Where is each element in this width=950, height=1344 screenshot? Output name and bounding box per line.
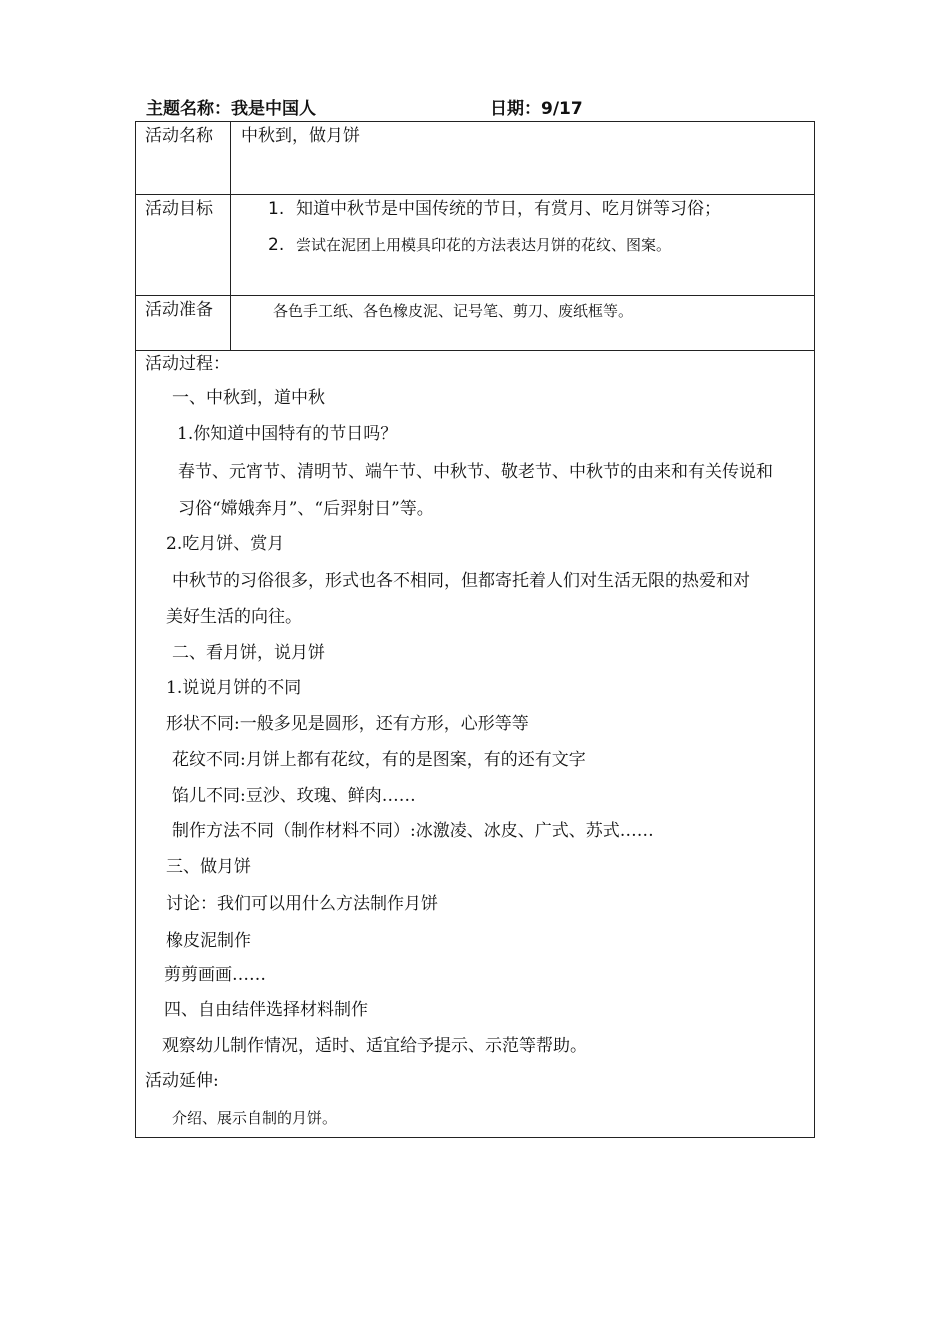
row-divider	[136, 295, 814, 296]
lesson-plan-table	[135, 121, 815, 1138]
goal-number: 1.	[268, 199, 285, 219]
document-header	[146, 98, 583, 120]
goal-item	[268, 198, 721, 220]
activity-prep-value: 各色手工纸、各色橡皮泥、记号笔、剪刀、废纸框等。	[273, 302, 634, 320]
process-line: 1.说说月饼的不同	[166, 678, 302, 698]
row-divider	[136, 350, 814, 351]
process-line: 一、中秋到，道中秋	[172, 388, 325, 408]
process-line: 馅儿不同:豆沙、玫瑰、鲜肉……	[172, 786, 416, 806]
activity-prep-label: 活动准备	[145, 300, 213, 320]
process-line: 春节、元宵节、清明节、端午节、中秋节、敬老节、中秋节的由来和有关传说和	[178, 462, 773, 482]
process-line: 观察幼儿制作情况，适时、适宜给予提示、示范等帮助。	[162, 1036, 587, 1056]
process-line: 讨论：我们可以用什么方法制作月饼	[166, 894, 438, 914]
extension-text: 介绍、展示自制的月饼。	[172, 1109, 338, 1127]
process-line: 形状不同:一般多见是圆形，还有方形，心形等等	[166, 714, 529, 734]
process-line: 1.你知道中国特有的节日吗？	[177, 424, 398, 444]
activity-goal-label: 活动目标	[145, 199, 213, 219]
goal-number: 2.	[268, 235, 285, 255]
column-divider	[230, 122, 231, 350]
activity-name-label: 活动名称	[145, 126, 213, 146]
process-label: 活动过程：	[145, 354, 230, 374]
goal-text: 尝试在泥团上用模具印花的方法表达月饼的花纹、图案。	[296, 236, 672, 254]
goal-item	[268, 234, 671, 256]
process-line: 四、自由结伴选择材料制作	[164, 1000, 368, 1020]
process-line: 习俗“嫦娥奔月”、“后羿射日”等。	[178, 499, 434, 519]
date-label: 日期：9/17	[490, 99, 583, 119]
process-line: 花纹不同:月饼上都有花纹，有的是图案，有的还有文字	[172, 750, 586, 770]
process-line: 剪剪画画……	[164, 965, 266, 985]
goal-text: 知道中秋节是中国传统的节日，有赏月、吃月饼等习俗；	[296, 199, 721, 219]
process-line: 二、看月饼，说月饼	[172, 643, 325, 663]
process-line: 中秋节的习俗很多，形式也各不相同，但都寄托着人们对生活无限的热爱和对	[172, 571, 750, 591]
process-line: 橡皮泥制作	[166, 931, 251, 951]
process-line: 美好生活的向往。	[166, 607, 302, 627]
process-line: 三、做月饼	[166, 857, 251, 877]
activity-name-value: 中秋到，做月饼	[241, 126, 360, 146]
process-line: 制作方法不同（制作材料不同）:冰激凌、冰皮、广式、苏式……	[172, 821, 654, 841]
row-divider	[136, 194, 814, 195]
theme-title: 主题名称：我是中国人	[146, 99, 316, 119]
process-line: 2.吃月饼、赏月	[166, 534, 285, 554]
extension-label: 活动延伸:	[145, 1071, 219, 1091]
